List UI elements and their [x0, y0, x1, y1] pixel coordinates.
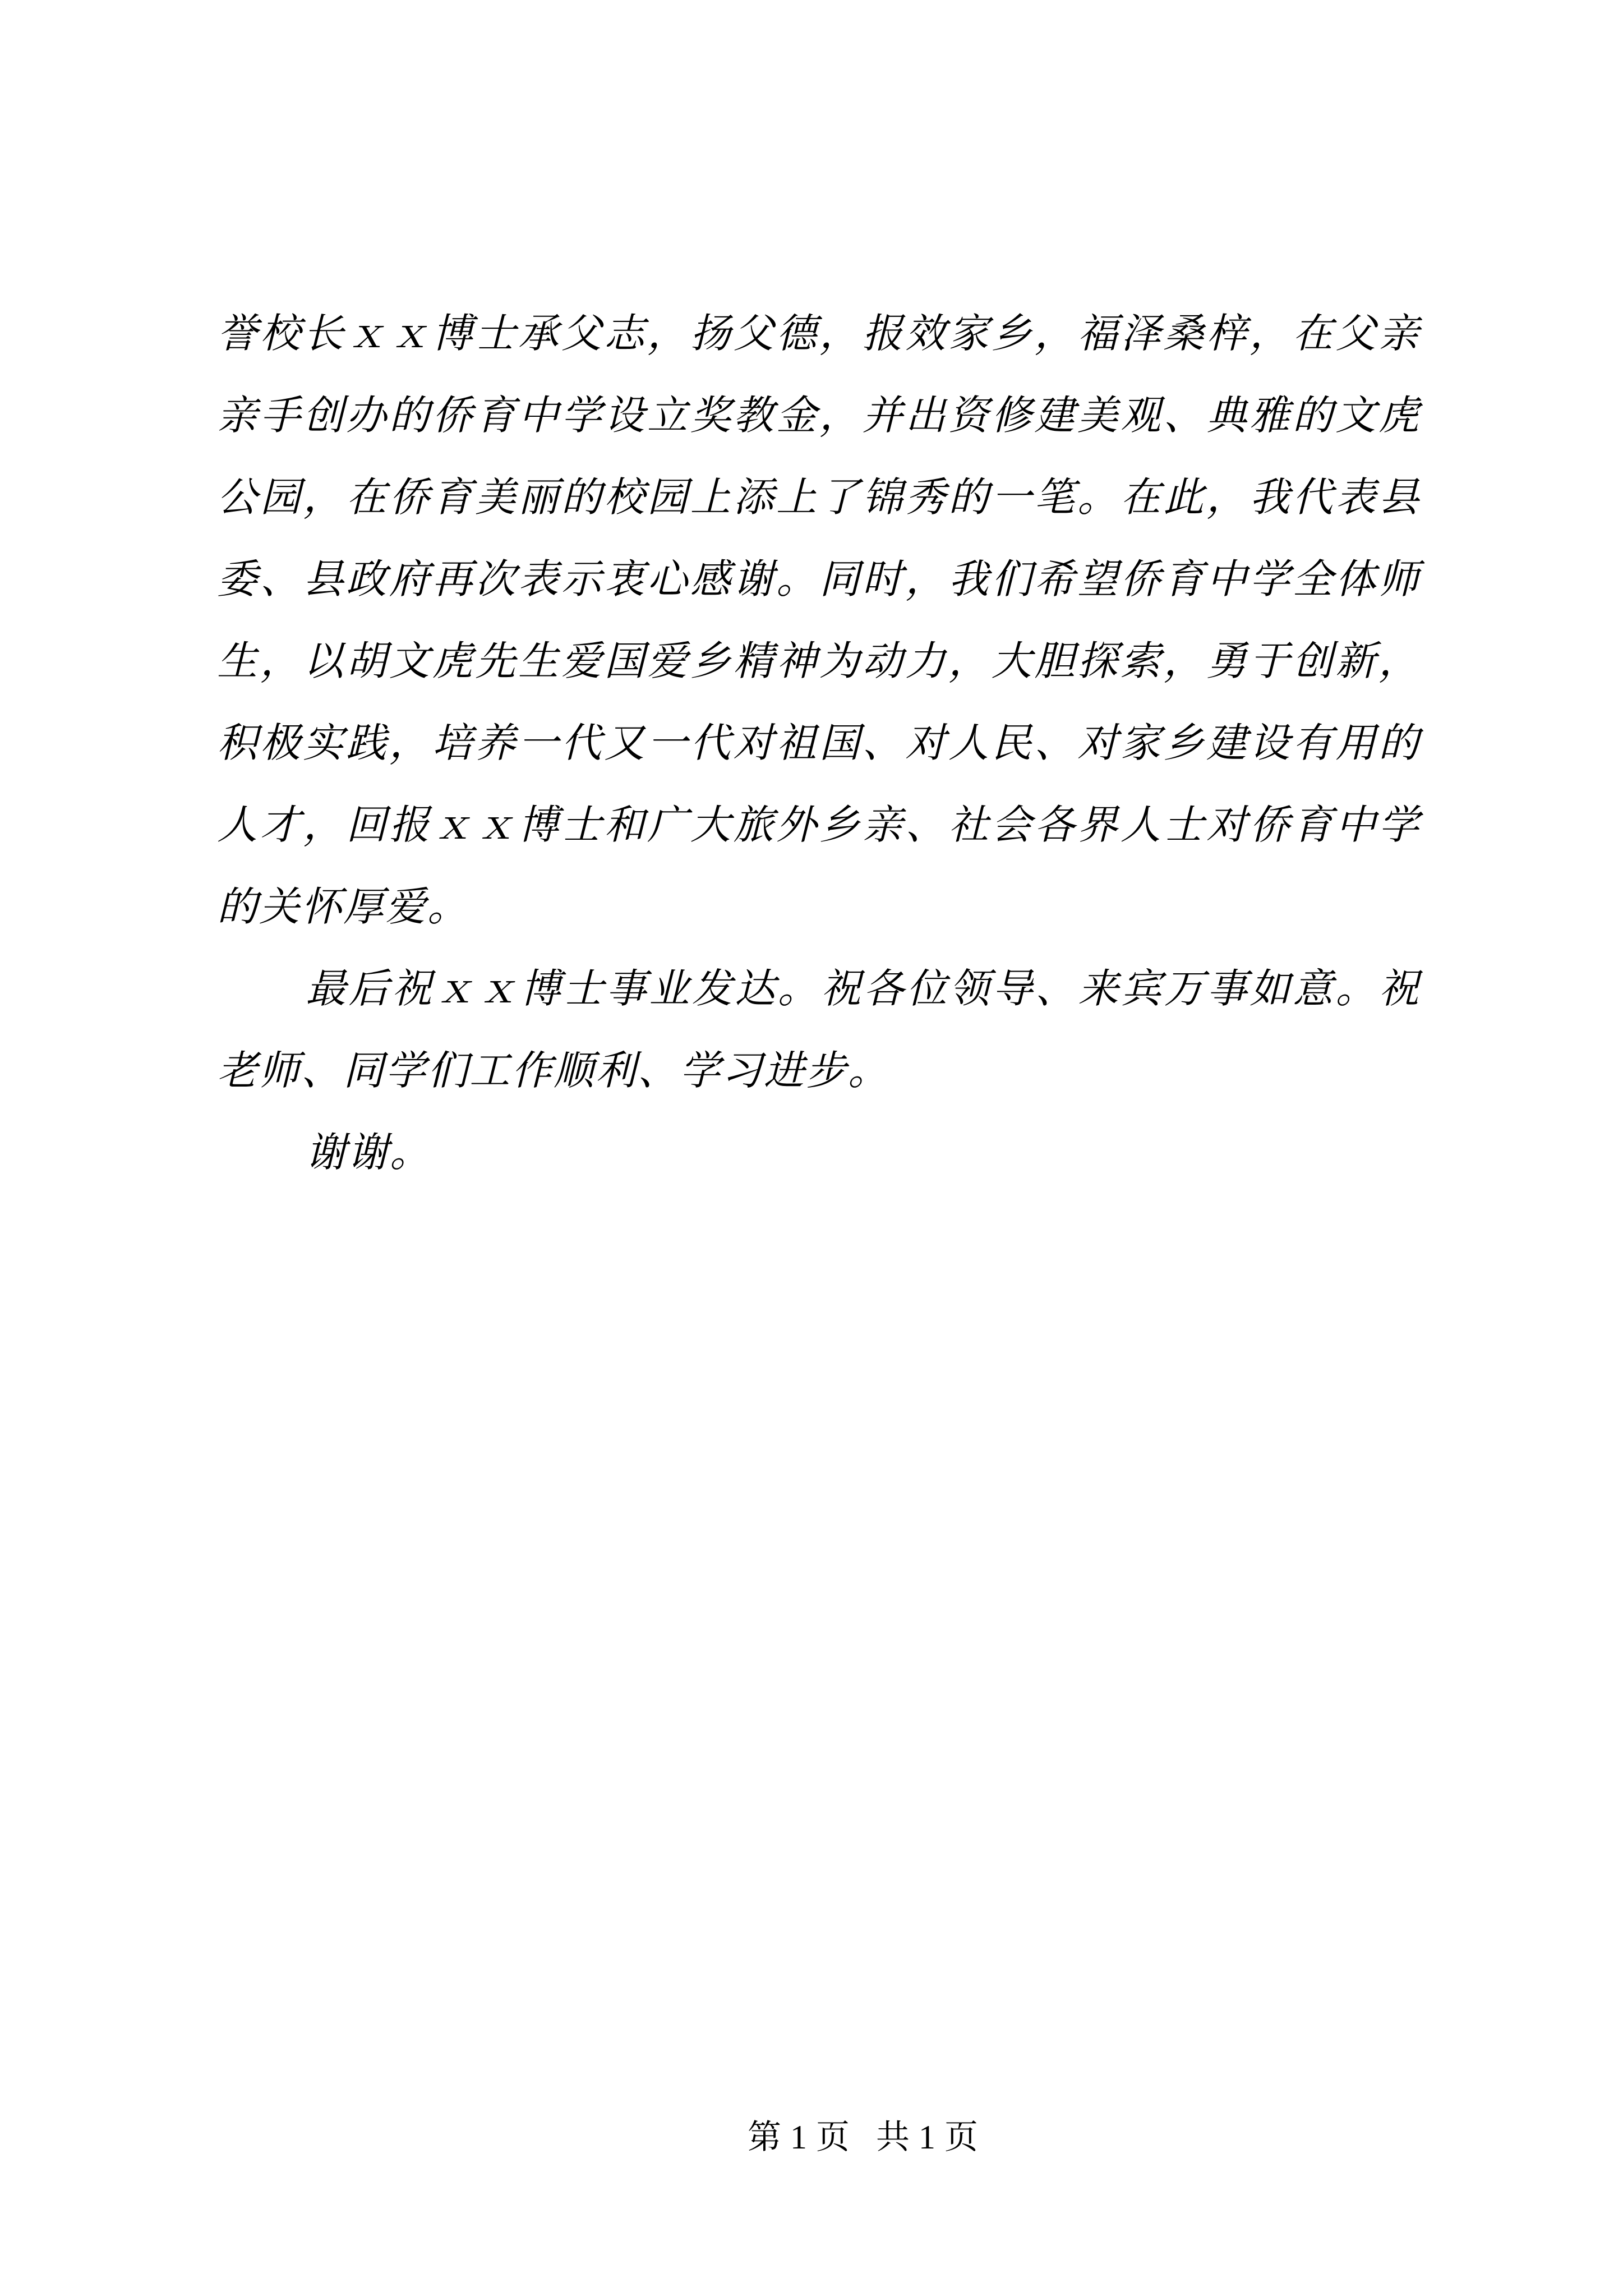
body-line: 最后祝ｘｘ博士事业发达。祝各位领导、来宾万事如意。祝 [306, 967, 1421, 1011]
page-number-indicator: 第1页 共1页 [748, 2119, 987, 2156]
document-body [217, 293, 1421, 1194]
body-line: 人才，回报ｘｘ博士和广大旅外乡亲、社会各界人士对侨育中学 [217, 803, 1421, 848]
body-line: 生，以胡文虎先生爱国爱乡精神为动力，大胆探索，勇于创新， [217, 639, 1421, 684]
body-line: 老师、同学们工作顺利、学习进步。 [217, 1048, 891, 1093]
body-line: 谢谢。 [306, 1130, 432, 1175]
body-line: 积极实践，培养一代又一代对祖国、对人民、对家乡建设有用的 [217, 721, 1421, 766]
body-line: 公园，在侨育美丽的校园上添上了锦秀的一笔。在此，我代表县 [217, 475, 1421, 520]
body-line: 委、县政府再次表示衷心感谢。同时，我们希望侨育中学全体师 [217, 557, 1421, 602]
body-line: 亲手创办的侨育中学设立奖教金，并出资修建美观、典雅的文虎 [217, 393, 1421, 438]
body-line: 誉校长ｘｘ博士承父志，扬父德，报效家乡，福泽桑梓，在父亲 [217, 311, 1421, 356]
body-line: 的关怀厚爱。 [217, 885, 470, 930]
